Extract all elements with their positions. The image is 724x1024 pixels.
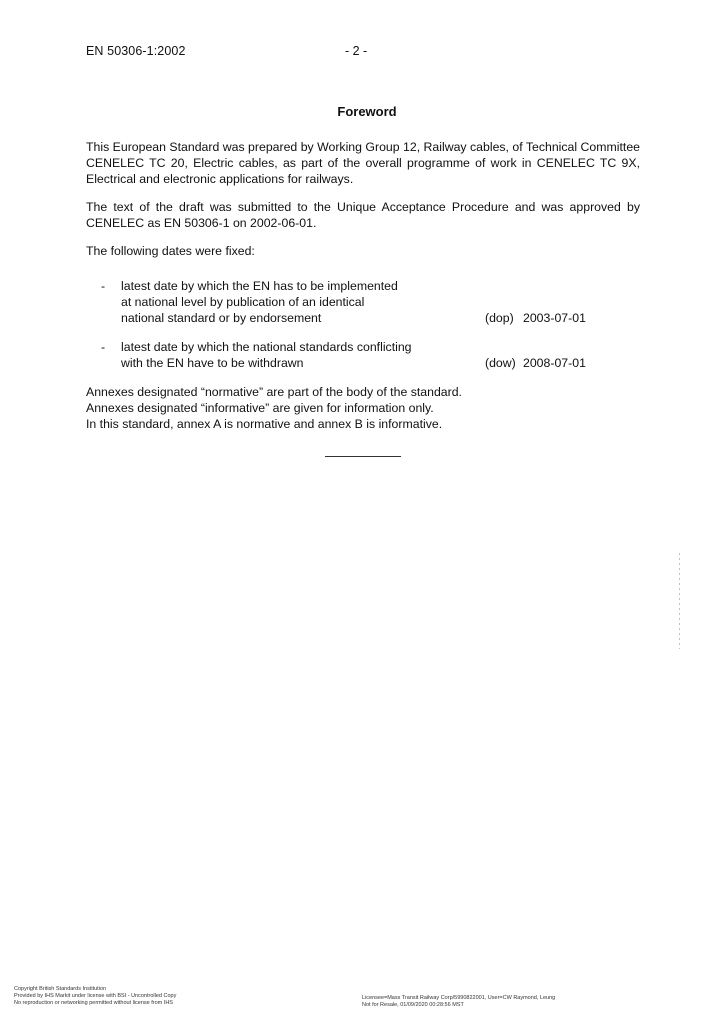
list-dash: - — [101, 279, 106, 293]
annex-note-summary: In this standard, annex A is normative and annex B is informative. — [86, 417, 443, 431]
list-item-dow — [101, 339, 621, 371]
footer-line: Copyright British Standards Institution — [14, 986, 107, 992]
list-item-line: at national level by publication of an identical — [121, 295, 365, 309]
footer-line: Not for Resale, 01/09/2020 00:28:56 MST — [362, 1002, 464, 1008]
footer-license — [362, 995, 555, 1009]
document-id: EN 50306-1:2002 — [86, 44, 186, 58]
annex-note-normative: Annexes designated “normative” are part of the body of the standard. — [86, 385, 462, 399]
footer-line: Licensee=Mass Transit Railway Corp/5990822001, User=CW Raymond, Leung — [362, 995, 556, 1001]
annex-notes — [86, 384, 640, 432]
paragraph-approval: The text of the draft was submitted to the Unique Acceptance Procedure and was approved by CENELEC as EN 50306-1 on 2002-06-01. — [86, 200, 640, 230]
paragraph-intro: This European Standard was prepared by Working Group 12, Railway cables, of Technical Committee CENELEC TC 20, Electric cables, as part of the overall programme of work in CENELEC TC 9X, Electrical and electronic applications for railways. — [86, 140, 640, 186]
end-rule — [325, 456, 401, 457]
list-item-text — [121, 278, 481, 326]
date-code: (dop) — [485, 311, 514, 325]
section-title: Foreword — [337, 104, 397, 119]
list-item-line: national standard or by endorsement — [121, 311, 322, 325]
list-item-text — [121, 339, 481, 371]
footer-line: Provided by IHS Markit under license with BSI - Uncontrolled Copy — [14, 993, 177, 999]
margin-dotted-line — [679, 553, 680, 649]
paragraph-dates-intro: The following dates were fixed: — [86, 244, 255, 258]
date-value: 2008-07-01 — [523, 356, 586, 370]
list-item-dop — [101, 278, 621, 326]
annex-note-informative: Annexes designated “informative” are given for information only. — [86, 401, 434, 415]
date-code: (dow) — [485, 356, 516, 370]
list-item-line: latest date by which the EN has to be implemented — [121, 279, 398, 293]
footer-copyright — [14, 986, 176, 1007]
list-item-line: with the EN have to be withdrawn — [121, 356, 304, 370]
list-dash: - — [101, 340, 106, 354]
list-item-line: latest date by which the national standards conflicting — [121, 340, 412, 354]
footer-line: No reproduction or networking permitted without license from IHS — [14, 1000, 173, 1006]
date-value: 2003-07-01 — [523, 311, 586, 325]
page-number: - 2 - — [345, 44, 368, 58]
